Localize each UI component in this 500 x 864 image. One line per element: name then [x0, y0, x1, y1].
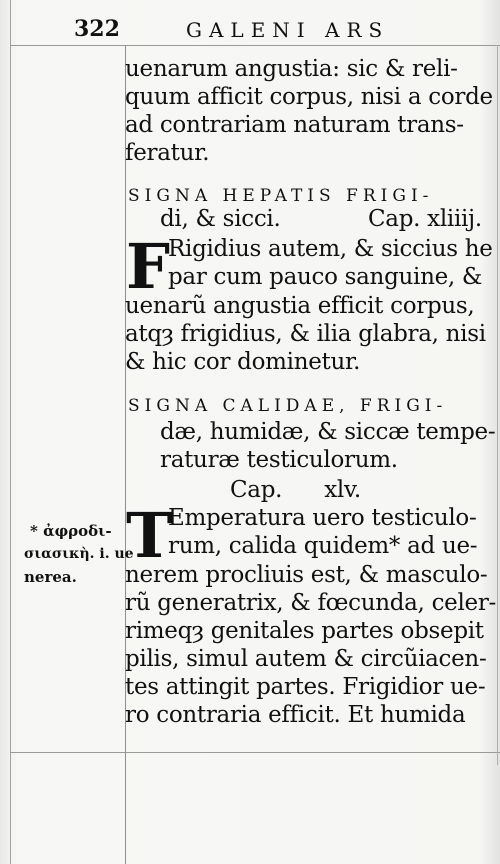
section-heading: SIGNA CALIDAE, FRIGI- [128, 396, 448, 416]
text-line: Emperatura uero testiculo- [168, 505, 477, 531]
page-edge-rule [10, 0, 11, 864]
margin-note-line: * ἀφροδι- [30, 522, 112, 540]
drop-cap: T [126, 499, 173, 572]
section-heading: SIGNA HEPATIS FRIGI- [128, 186, 434, 206]
chapter-label: Cap. xliiij. [368, 206, 482, 232]
text-line: nerem procliuis est, & masculo- [125, 562, 488, 588]
page-header [0, 14, 500, 44]
header-rule [10, 45, 500, 46]
text-line: par cum pauco sanguine, & [168, 264, 483, 290]
text-line: rimeqȝ genitales partes obsepit [125, 618, 484, 644]
footer-rule [10, 752, 500, 753]
section-heading-cont: dæ, humidæ, & siccæ tempe- [160, 419, 496, 445]
text-line: tes attingit partes. Frigidior ue- [125, 674, 486, 700]
text-line: atqȝ frigidius, & ilia glabra, nisi [125, 321, 486, 347]
running-head: GALENI ARS [186, 18, 390, 42]
text-line: pilis, simul autem & circũiacen- [125, 646, 487, 672]
page-number: 322 [74, 16, 120, 42]
text-line: ad contrariam naturam trans- [125, 112, 464, 138]
text-line: uenarum angustia: sic & reli- [125, 56, 458, 82]
section-heading-cont: raturæ testiculorum. [160, 447, 398, 473]
chapter-label: Cap. xlv. [230, 477, 361, 503]
text-line: uenarũ angustia efficit corpus, [125, 293, 475, 319]
text-line: & hic cor dominetur. [125, 349, 361, 375]
margin-note-line: nerea. [24, 568, 77, 586]
text-line: Rigidius autem, & siccius he [168, 236, 493, 262]
right-column-rule [497, 45, 498, 765]
text-line: ro contraria efficit. Et humida [125, 702, 466, 728]
margin-note-line: σιασικὴ. i. ue [24, 546, 134, 562]
text-line: quum afficit corpus, nisi a corde [125, 84, 493, 110]
section-heading-cont: di, & sicci. [160, 206, 281, 232]
text-line: rum, calida quidem* ad ue- [168, 533, 478, 559]
drop-cap: F [126, 230, 171, 303]
margin-column-rule [125, 45, 126, 864]
text-line: feratur. [125, 140, 210, 166]
text-line: rũ generatrix, & fœcunda, celer- [125, 590, 497, 616]
